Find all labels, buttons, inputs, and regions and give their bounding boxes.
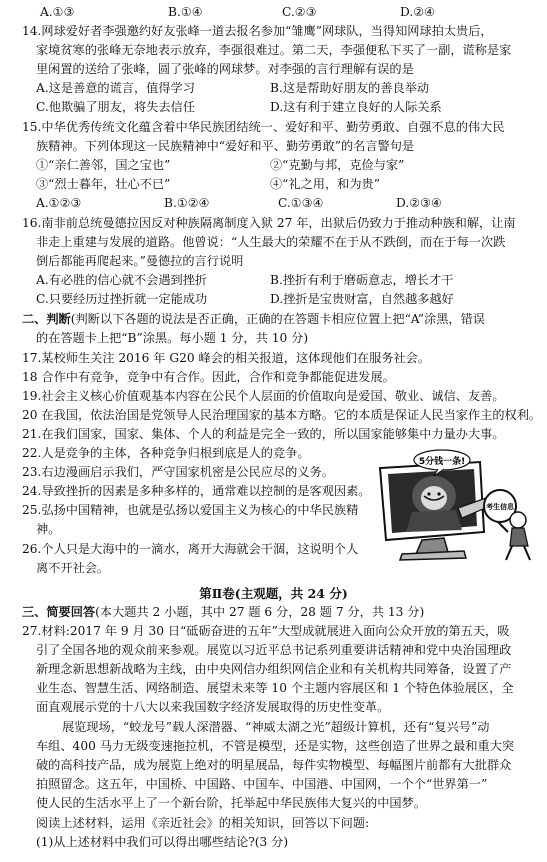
bubble-text: 5分钱一条! xyxy=(418,457,466,467)
judge-item-cont: 离不开社会。 xyxy=(36,561,110,575)
q15-item-1: ①“亲仁善邻，国之宝也” xyxy=(36,158,171,172)
q16-option-b: B.挫折有利于磨砺意志，增长才干 xyxy=(270,273,454,287)
q14-option-a: A.这是善意的谎言，值得学习 xyxy=(36,81,195,95)
q27-line: 新理念新思想新战略为主线，由中央网信办组织网信企业和有关机构共同筹备，设置了产 xyxy=(36,662,512,676)
q27-subquestion-1: (1)从上述材料中我们可以得出哪些结论?(3 分) xyxy=(36,835,289,849)
q15-stem-line: 15.中华优秀传统文化蕴含着中华民族团结统一、爱好和平、勤劳勇敢、自强不息的伟大民 xyxy=(22,120,505,134)
q15-option-d: D.②③④ xyxy=(396,196,442,210)
q16-option-c: C.只要经历过挫折就一定能成功 xyxy=(36,292,208,306)
judge-item: 19.社会主义核心价值观基本内容在公民个人层面的价值取向是爱国、敬业、诚信、友善。 xyxy=(22,389,505,403)
q27-line: 引了全国各地的观众前来参观。展览以习近平总书记系列重要讲话精神和党中央治国理政 xyxy=(36,643,512,657)
sign-text: 考生信息 xyxy=(486,503,514,511)
q15-option-b: B.①②④ xyxy=(164,196,210,210)
q27-line: 破的高科技产品，成为展览上绝对的明星展品，每件实物模型、每幅图片前都有大批群众 xyxy=(36,758,512,772)
q27-line: 拍照留念。这五年，中国桥、中国路、中国车、中国港、中国网，一个个“世界第一” xyxy=(36,777,488,791)
q16-stem-line: 16.南非前总统曼德拉因反对种族隔离制度入狱 27 年，出狱后仍致力于推动种族和解，让南 xyxy=(22,216,516,230)
judge-item: 18 合作中有竞争，竞争中有合作。因此，合作和竞争都能促进发展。 xyxy=(22,370,395,384)
section-2-instructions-line2: 的在答题卡上把“B”涂黑。每小题 1 分，共 10 分) xyxy=(36,331,309,345)
q16-option-a: A.有必胜的信心就不会遇到挫折 xyxy=(36,273,208,287)
section-3-instructions: (本大题共 2 小题，其中 27 题 6 分，28 题 7 分，共 13 分) xyxy=(95,605,425,619)
section-3-heading xyxy=(22,604,424,620)
q14-stem-line: 家境贫寒的张峰无奈地表示放弃，李强很难过。第二天，李强便私下买了一副，谎称是家 xyxy=(36,43,512,57)
judge-item: 23.右边漫画启示我们，严守国家机密是公民应尽的义务。 xyxy=(22,465,334,479)
cartoon-image xyxy=(372,448,538,564)
judge-item: 24.导致挫折的因素是多种多样的，通常难以控制的是客观因素。 xyxy=(22,484,371,498)
q13-option-b: B.①④ xyxy=(168,5,203,19)
q13-option-c: C.②③ xyxy=(282,5,317,19)
judge-item: 25.弘扬中国精神，也就是弘扬以爱国主义为核心的中华民族精 xyxy=(22,503,359,517)
section-2-instructions: (判断以下各题的说法是否正确，正确的在答题卡相应位置上把“A”涂黑，错误 xyxy=(70,312,485,326)
section-2-title: 二、判断 xyxy=(22,312,71,326)
q14-option-b: B.这是帮助好朋友的善良举动 xyxy=(270,81,430,95)
q27-line: 业生态、智慧生活、网络制造、展望未来等 10 个主题内容展区和 1 个特色体验展区，全 xyxy=(36,681,514,695)
q27-line: 使人民的生活水平上了一个新台阶，托举起中华民族伟大复兴的中国梦。 xyxy=(36,796,426,810)
q27-line: 车组、400 马力无级变速拖拉机，不管是模型，还是实物，这些创造了世界之最和重大突 xyxy=(36,739,515,753)
q13-option-a: A.①③ xyxy=(40,5,75,19)
q14-option-c: C.他欺骗了朋友，将失去信任 xyxy=(36,100,196,114)
q15-item-2: ②“克勤与邦，克俭与家” xyxy=(270,158,405,172)
judge-item: 20 在我国，依法治国是党领导人民治理国家的基本方略。它的本质是保证人民当家作主的权利。 xyxy=(22,408,542,422)
judge-item: 21.在我们国家，国家、集体、个人的利益是完全一致的，所以国家能够集中力量办大事。 xyxy=(22,427,505,441)
judge-item-cont: 神。 xyxy=(36,522,61,536)
q15-option-a: A.①②③ xyxy=(36,196,82,210)
q16-stem-line: 非走上重建与发展的道路。他曾说：“人生最大的荣耀不在于从不跌倒，而在于每一次跌 xyxy=(36,235,506,249)
q27-line: 面直观展示党的十八大以来我国数字经济发展取得的历史性变革。 xyxy=(36,700,390,714)
q15-item-4: ④“礼之用，和为贵” xyxy=(270,177,380,191)
q14-option-d: D.这有利于建立良好的人际关系 xyxy=(270,100,442,114)
judge-item: 17.某校师生关注 2016 年 G20 峰会的相关报道，这体现他们在服务社会。 xyxy=(22,351,431,365)
q27-line: 27.材料:2017 年 9 月 30 日“砥砺奋进的五年”大型成就展进入面向公众开放的第五天，吸 xyxy=(22,624,510,638)
part-2-title: 第Ⅱ卷(主观题，共 24 分) xyxy=(199,586,348,601)
q14-stem-line: 14.网球爱好者李强邀约好友张峰一道去报名参加“雏鹰”网球队，当得知网球拍太贵后， xyxy=(22,24,493,38)
section-3-title: 三、简要回答 xyxy=(22,605,96,619)
q16-option-d: D.挫折是宝贵财富，自然越多越好 xyxy=(270,292,454,306)
judge-item: 26.个人只是大海中的一滴水，离开大海就会干涸，这说明个人 xyxy=(22,542,359,556)
section-2-heading xyxy=(22,311,485,327)
q27-line: 阅读上述材料，运用《亲近社会》的相关知识，回答以下问题: xyxy=(36,816,370,830)
q13-option-d: D.②④ xyxy=(400,5,436,19)
q15-stem-line: 族精神。下列体现这一民族精神中“爱好和平、勤劳勇敢”的名言警句是 xyxy=(36,139,415,153)
q27-line: 展览现场，“蛟龙号”载人深潜器、“神威太湖之光”超级计算机，还有“复兴号”动 xyxy=(62,720,490,734)
q14-stem-line: 里闲置的送给了张峰，圆了张峰的网球梦。对李强的言行理解有误的是 xyxy=(36,62,414,76)
q15-item-3: ③“烈士暮年，壮心不已” xyxy=(36,177,171,191)
q16-stem-line: 倒后都能再爬起来。”曼德拉的言行说明 xyxy=(36,254,244,268)
judge-item: 22.人是竞争的主体，各种竞争归根到底是人的竞争。 xyxy=(22,446,310,460)
q15-option-c: C.①③④ xyxy=(278,196,324,210)
